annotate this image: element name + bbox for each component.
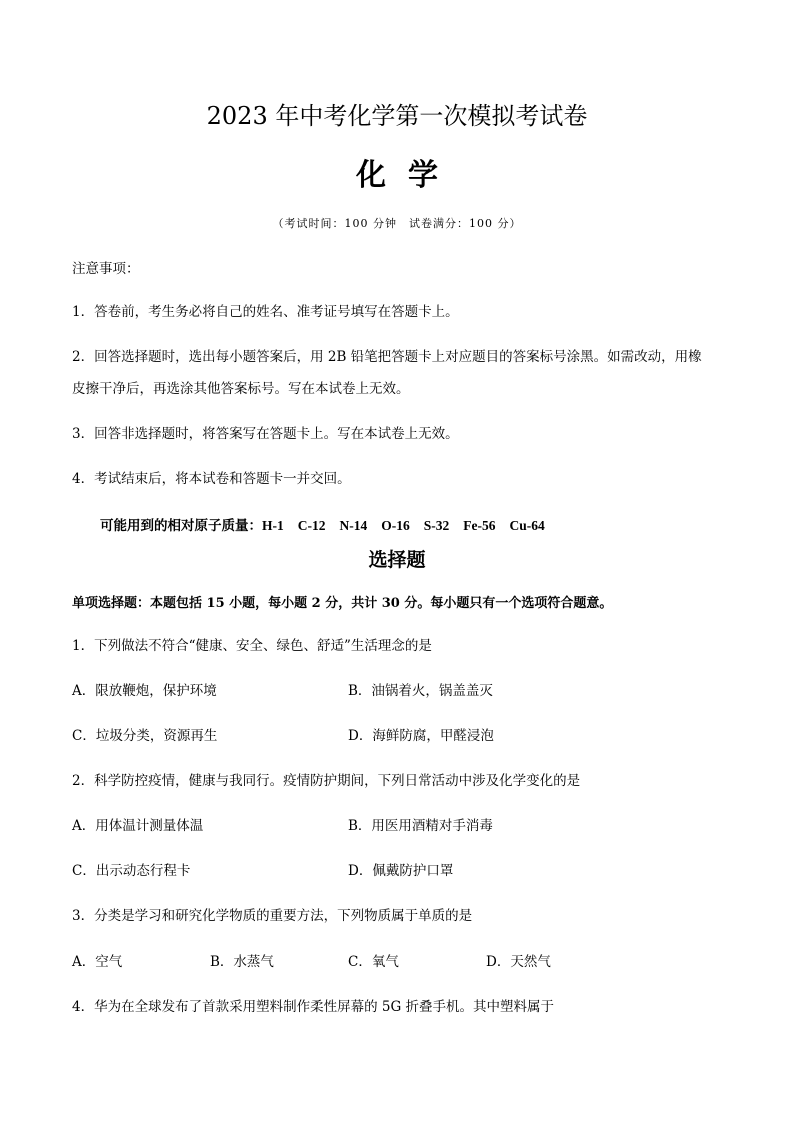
atomic-mass-value: H-1 [262, 518, 284, 533]
atomic-mass-value: Fe-56 [463, 518, 496, 533]
atomic-mass-value: N-14 [339, 518, 368, 533]
atomic-mass-value: C-12 [297, 518, 326, 533]
atomic-mass-value: Cu-64 [509, 518, 545, 533]
notice-item: 2．回答选择题时，选出每小题答案后，用 2B 铅笔把答题卡上对应题目的答案标号涂黑。如需改动，用橡 [72, 349, 702, 365]
question-option: A．限放鞭炮，保护环境 [72, 683, 217, 699]
question-option: A．用体温计测量体温 [72, 818, 204, 834]
notice-item: 1．答卷前，考生务必将自己的姓名、准考证号填写在答题卡上。 [72, 304, 459, 320]
question-option: A．空气 [72, 954, 123, 970]
exam-title: 2023 年中考化学第一次模拟考试卷 [206, 102, 588, 130]
question-option: B．油锅着火，锅盖盖灭 [348, 683, 493, 699]
subject-title: 化学 [356, 158, 460, 193]
question-option: D．海鲜防腐，甲醛浸泡 [348, 728, 494, 744]
question-option: D．佩戴防护口罩 [348, 863, 454, 879]
question-option: B．水蒸气 [210, 954, 274, 970]
question-option: C．垃圾分类，资源再生 [72, 728, 218, 744]
atomic-mass-line [100, 514, 545, 534]
atomic-mass-label: 可能用到的相对原子质量： [100, 518, 262, 533]
question-option: C．出示动态行程卡 [72, 863, 191, 879]
section-instruction: 单项选择题：本题包括 15 小题，每小题 2 分，共计 30 分。每小题只有一个选项符合题意。 [72, 596, 613, 611]
question-stem: 4．华为在全球发布了首款采用塑料制作柔性屏幕的 5G 折叠手机。其中塑料属于 [72, 999, 555, 1015]
section-title: 选择题 [368, 549, 426, 571]
question-option: D．天然气 [486, 954, 551, 970]
notice-item: 3．回答非选择题时，将答案写在答题卡上。写在本试卷上无效。 [72, 426, 459, 442]
atomic-mass-value: O-16 [381, 518, 410, 533]
question-option: B．用医用酒精对手消毒 [348, 818, 493, 834]
question-stem: 3．分类是学习和研究化学物质的重要方法，下列物质属于单质的是 [72, 908, 473, 924]
question-stem: 1．下列做法不符合“健康、安全、绿色、舒适”生活理念的是 [72, 638, 432, 654]
atomic-mass-value: S-32 [423, 518, 450, 533]
notice-item-continued: 皮擦干净后，再选涂其他答案标号。写在本试卷上无效。 [72, 381, 410, 397]
question-option: C．氧气 [348, 954, 399, 970]
notice-item: 4．考试结束后，将本试卷和答题卡一并交回。 [72, 471, 351, 487]
notice-heading: 注意事项： [72, 261, 140, 277]
exam-info: （考试时间：100 分钟 试卷满分：100 分） [272, 217, 522, 230]
question-stem: 2．科学防控疫情，健康与我同行。疫情防护期间，下列日常活动中涉及化学变化的是 [72, 773, 581, 789]
